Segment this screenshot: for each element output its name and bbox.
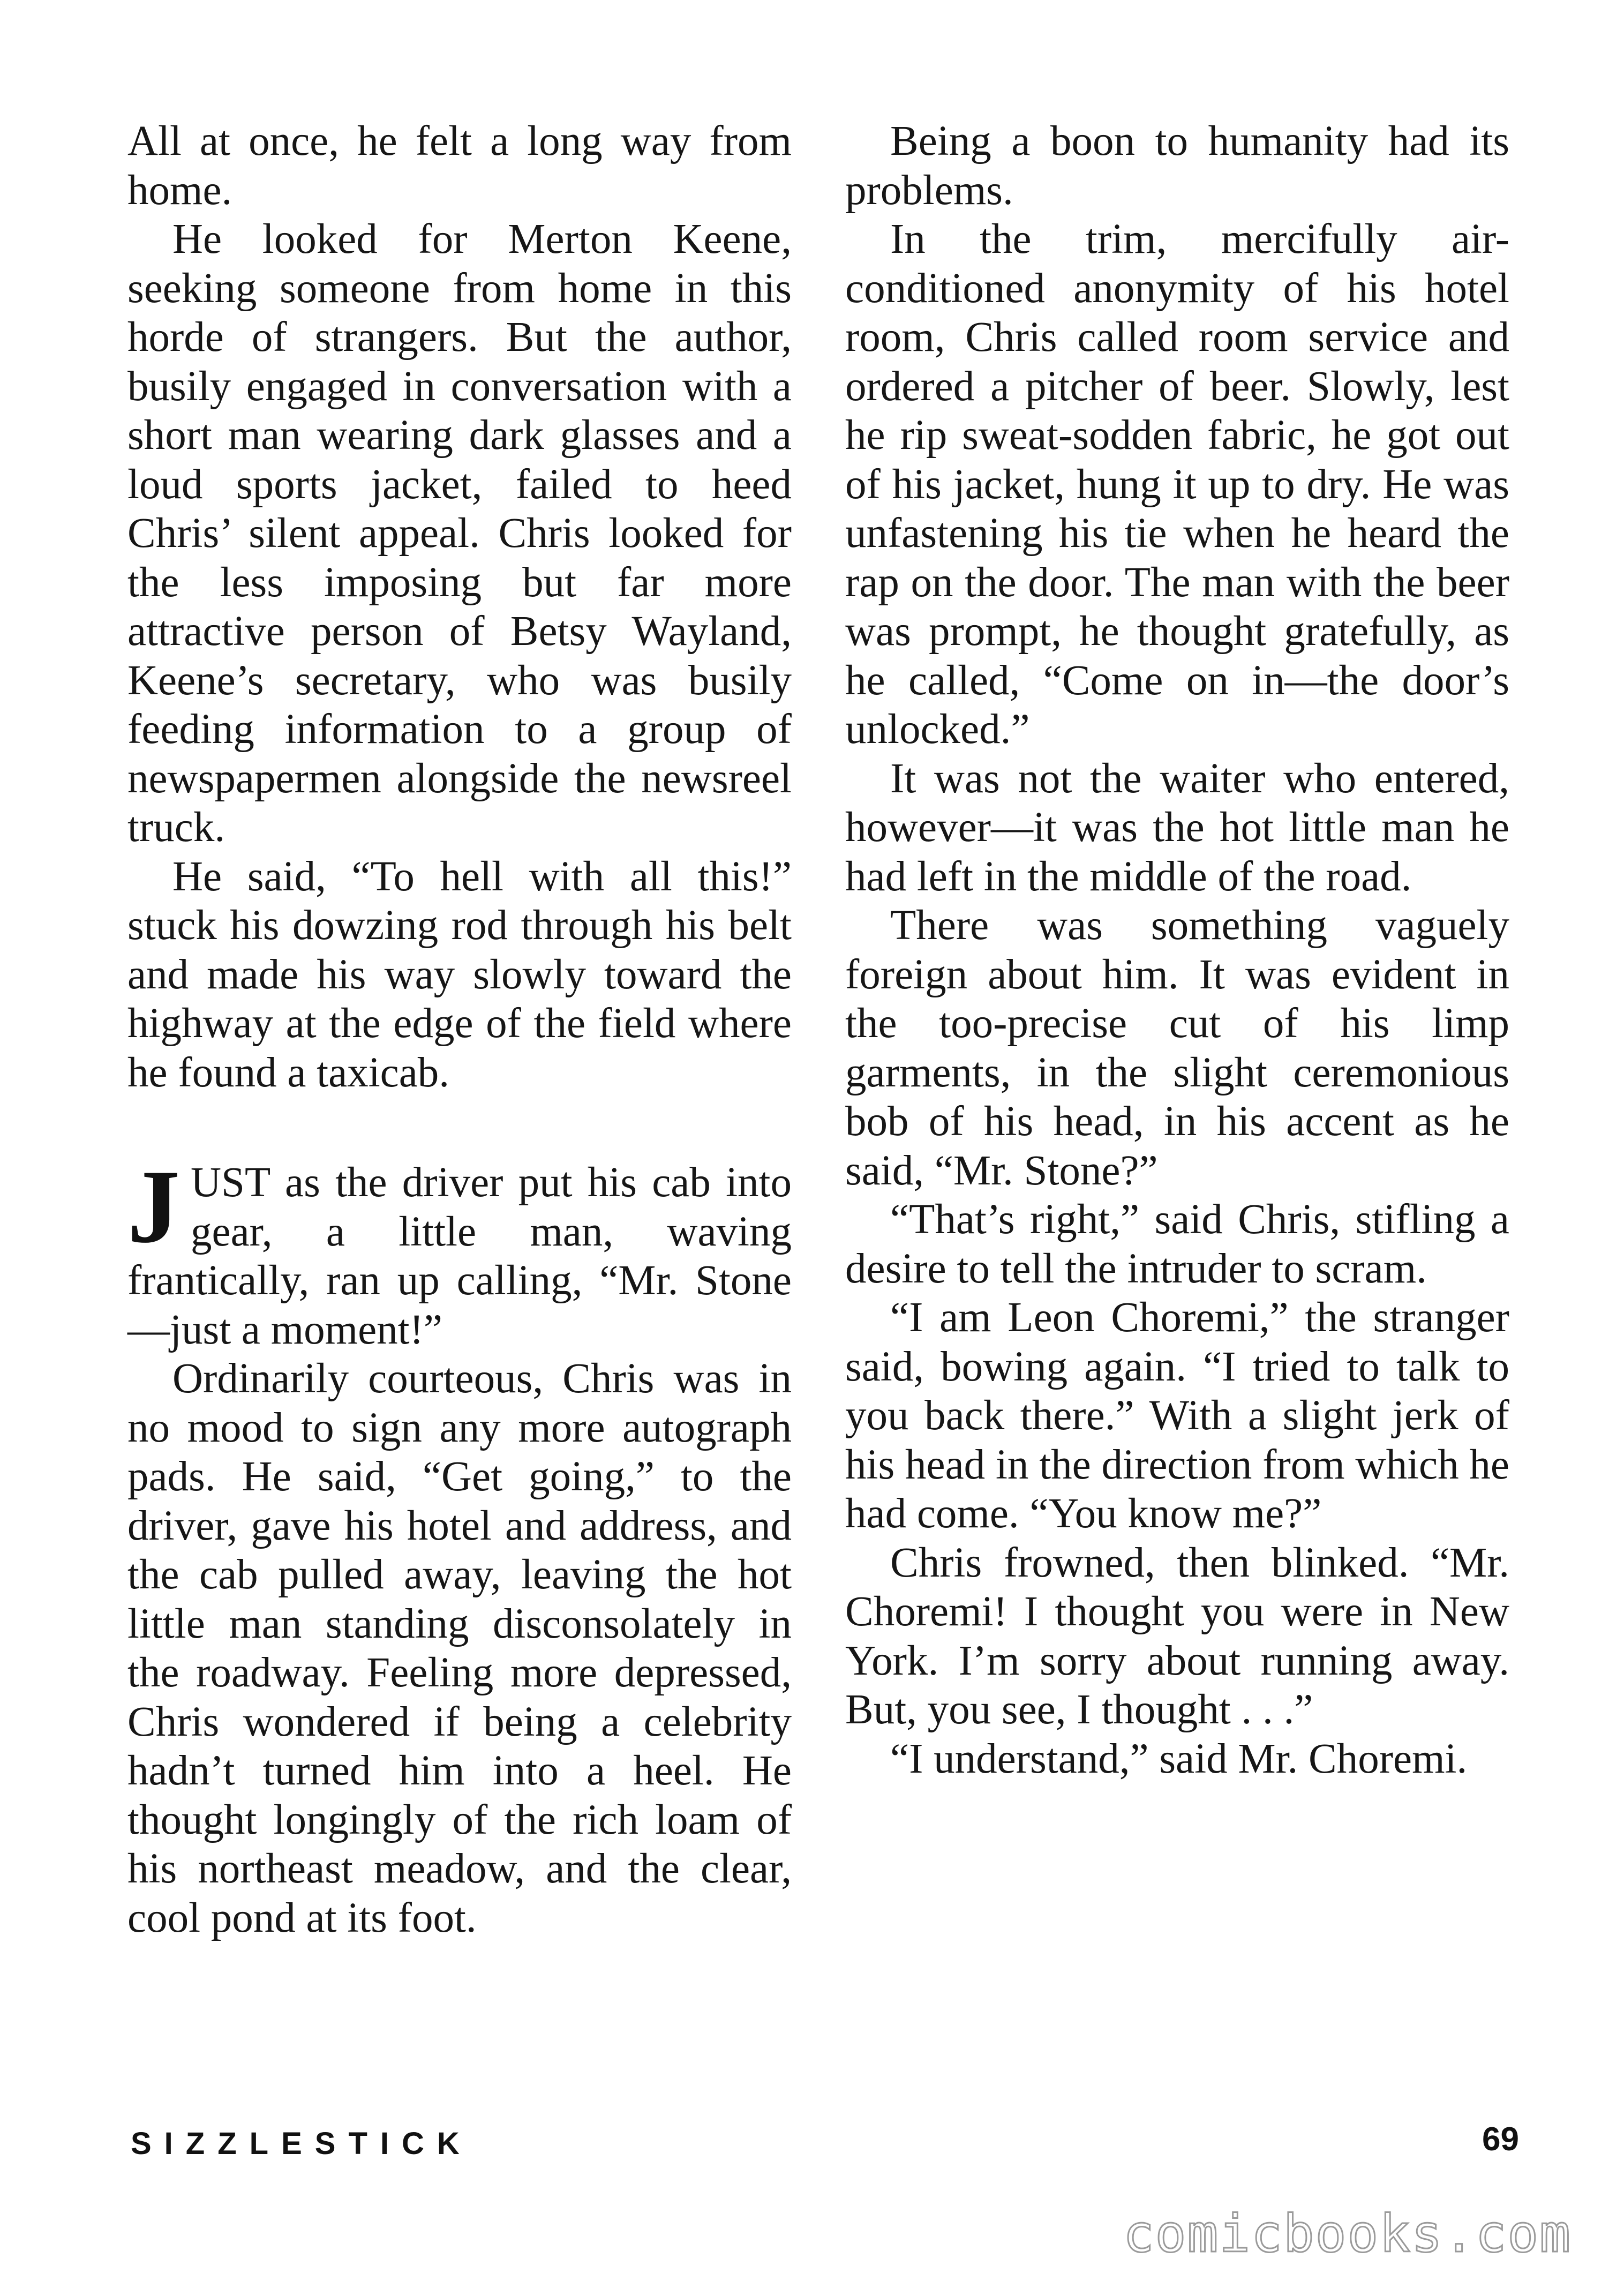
paragraph: Ordinarily courteous, Chris was in no mood to sign any more autograph pads. He said, “Get going,” to the driver, gave his hotel and address, and the cab pulled away, leaving the hot little man standing disconsolately in the roadway. Feeling more depressed, Chris wondered if being a celebrity hadn’t turned him into a heel. He thought longingly of the rich loam of his northeast meadow, and the clear, cool pond at its foot. (127, 1355, 792, 1941)
left-column (127, 117, 792, 1942)
paragraph: “That’s right,” said Chris, stifling a desire to tell the intruder to scram. (845, 1196, 1509, 1292)
running-footer-title: SIZZLESTICK (131, 2126, 472, 2161)
paragraph: “I am Leon Choremi,” the stranger said, bowing again. “I tried to talk to you back there.” With a slight jerk of his head in the direction from which he had come. “You know me?” (845, 1294, 1509, 1537)
paragraph: All at once, he felt a long way from home. (127, 118, 792, 214)
paragraph: Being a boon to humanity had its problems. (845, 118, 1509, 214)
paragraph: He said, “To hell with all this!” stuck his dowzing rod through his belt and made his way slowly toward the highway at the edge of the field where he found a taxicab. (127, 853, 792, 1096)
paragraph: There was something vaguely foreign about him. It was evident in the too-precise cut of his limp garments, in the slight ceremonious bob of his head, in his accent as he said, “Mr. Stone?” (845, 902, 1509, 1194)
paragraph: In the trim, mercifully air-conditioned anonymity of his hotel room, Chris called room service and ordered a pitcher of beer. Slowly, lest he rip sweat-sodden fabric, he got out of his jacket, hung it up to dry. He was unfastening his tie when he heard the rap on the door. The man with the beer was prompt, he thought gratefully, as he called, “Come on in—the door’s unlocked.” (845, 216, 1509, 753)
paragraph: It was not the waiter who entered, however—it was the hot little man he had left in the middle of the road. (845, 755, 1509, 900)
drop-cap: J (127, 1149, 180, 1265)
paragraph-text: UST as the driver put his cab into gear, a little man, waving frantically, ran up calling, “Mr. Stone—just a moment!” (127, 1159, 792, 1353)
paragraph: “I understand,” said Mr. Choremi. (890, 1735, 1468, 1782)
right-column (845, 117, 1509, 1783)
watermark: comicbooks.com (1123, 2204, 1572, 2264)
paragraph: He looked for Merton Keene, seeking someone from home in this horde of strangers. But the author, busily engaged in conversation with a short man wearing dark glasses and a loud sports jacket, failed to heed Chris’ silent appeal. Chris looked for the less imposing but far more attractive person of Betsy Wayland, Keene’s secretary, who was busily feeding information to a group of newspapermen alongside the newsreel truck. (127, 216, 792, 851)
paragraph: Chris frowned, then blinked. “Mr. Choremi! I thought you were in New York. I’m sorry about running away. But, you see, I thought . . .” (845, 1539, 1509, 1733)
section-opening-paragraph (127, 1149, 792, 1354)
page-number: 69 (1482, 2121, 1519, 2158)
